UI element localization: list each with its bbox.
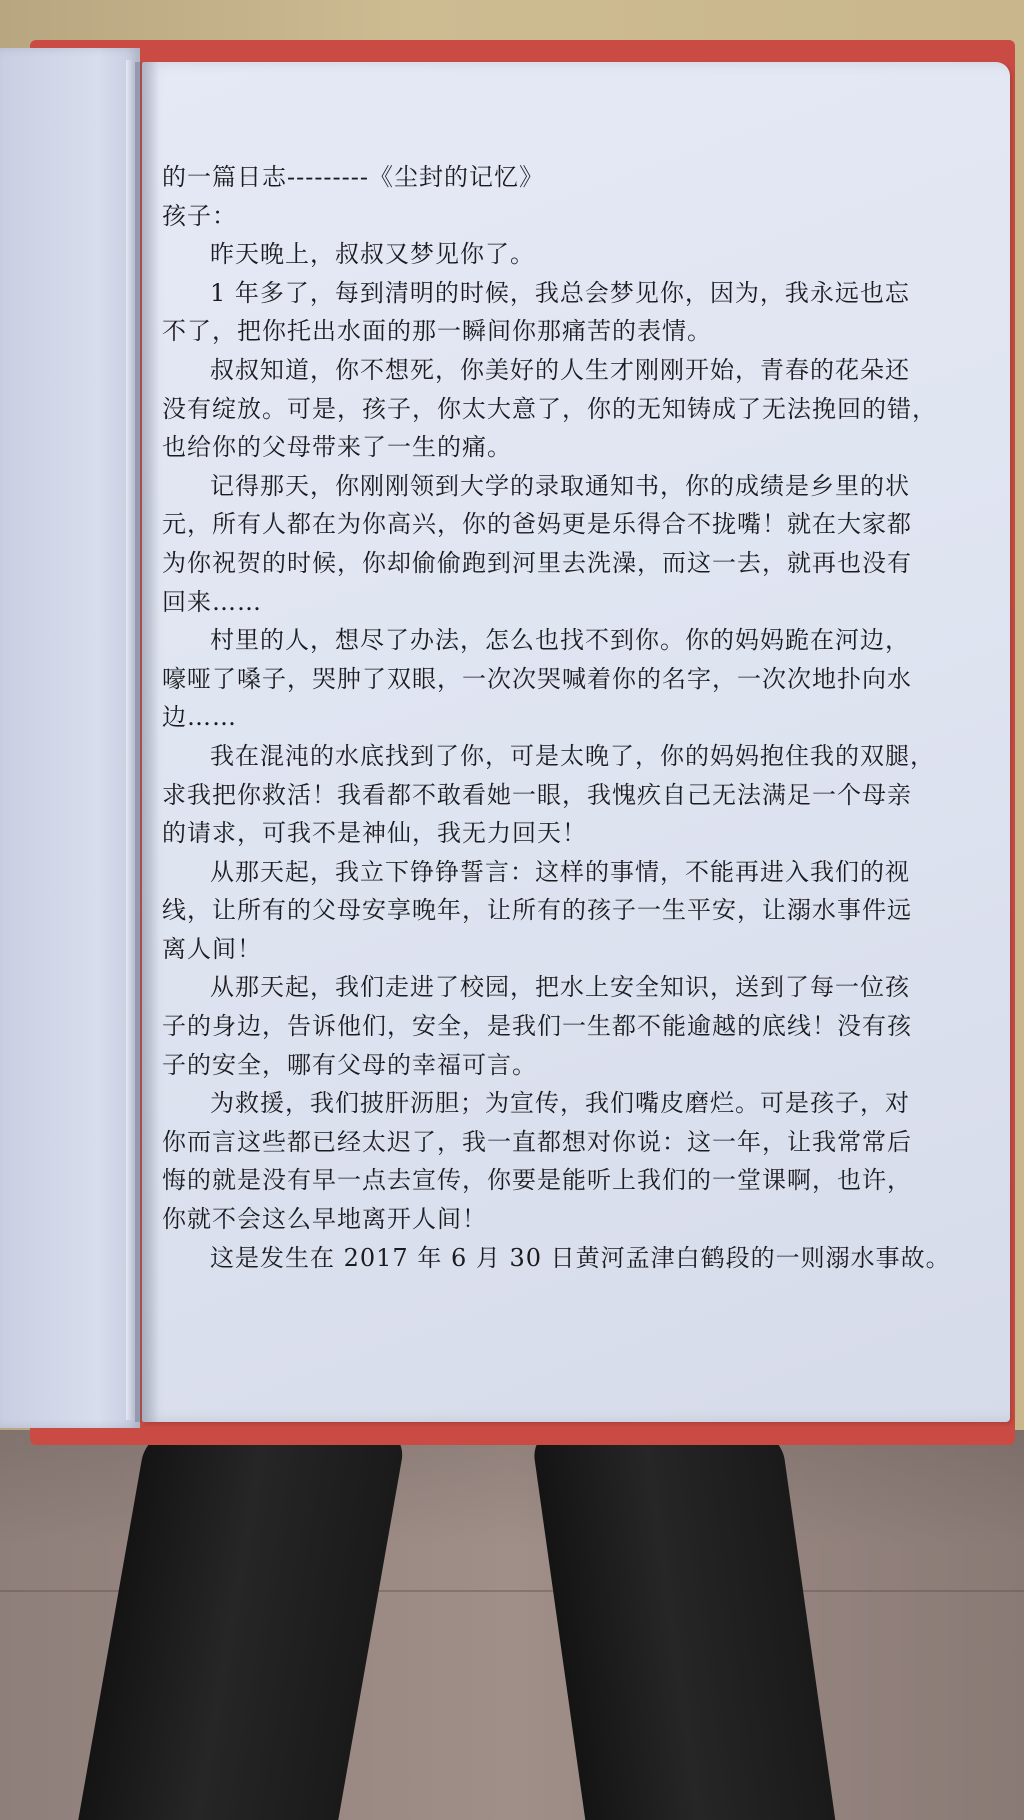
text-line: 也给你的父母带来了一生的痛。 — [162, 433, 512, 462]
text-line: 求我把你救活！我看都不敢看她一眼，我愧疚自己无法满足一个母亲 — [162, 780, 912, 809]
text-line-salutation: 孩子： — [162, 201, 237, 230]
text-line: 从那天起，我立下铮铮誓言：这样的事情，不能再进入我们的视 — [210, 857, 910, 886]
text-line: 村里的人，想尽了办法，怎么也找不到你。你的妈妈跪在河边， — [210, 626, 910, 655]
text-line: 为救援，我们披肝沥胆；为宣传，我们嘴皮磨烂。可是孩子，对 — [210, 1089, 910, 1118]
left-page — [0, 48, 140, 1428]
text-line: 元，所有人都在为你高兴，你的爸妈更是乐得合不拢嘴！就在大家都 — [162, 510, 912, 539]
text-line: 离人间！ — [162, 934, 262, 963]
text-line: 没有绽放。可是，孩子，你太大意了，你的无知铸成了无法挽回的错， — [162, 394, 937, 423]
page-gutter-shadow — [135, 62, 159, 1422]
text-line: 1 年多了，每到清明的时候，我总会梦见你，因为，我永远也忘 — [210, 278, 910, 307]
text-line: 线，让所有的父母安享晚年，让所有的孩子一生平安，让溺水事件远 — [162, 896, 912, 925]
text-line: 记得那天，你刚刚领到大学的录取通知书，你的成绩是乡里的状 — [210, 471, 910, 500]
text-line: 为你祝贺的时候，你却偷偷跑到河里去洗澡，而这一去，就再也没有 — [162, 548, 912, 577]
text-line: 昨天晚上，叔叔又梦见你了。 — [210, 240, 535, 269]
text-line-footer: 这是发生在 2017 年 6 月 30 日黄河孟津白鹤段的一则溺水事故。 — [210, 1243, 951, 1272]
text-line: 从那天起，我们走进了校园，把水上安全知识，送到了每一位孩 — [210, 973, 910, 1002]
text-line: 你就不会这么早地离开人间！ — [162, 1205, 487, 1234]
text-line: 的请求，可我不是神仙，我无力回天！ — [162, 819, 587, 848]
left-page-edge — [126, 60, 134, 1420]
text-line-title: 的一篇日志---------《尘封的记忆》 — [162, 163, 544, 191]
text-line: 边…… — [162, 703, 237, 732]
text-line: 回来…… — [162, 587, 262, 616]
text-line: 我在混沌的水底找到了你，可是太晚了，你的妈妈抱住我的双腿， — [210, 741, 935, 770]
text-line: 叔叔知道，你不想死，你美好的人生才刚刚开始，青春的花朵还 — [210, 355, 910, 384]
journal-text — [162, 158, 962, 1277]
text-line: 你而言这些都已经太迟了，我一直都想对你说：这一年，让我常常后 — [162, 1127, 912, 1156]
text-line: 悔的就是没有早一点去宣传，你要是能听上我们的一堂课啊，也许， — [162, 1166, 912, 1195]
text-line: 不了，把你托出水面的那一瞬间你那痛苦的表情。 — [162, 317, 712, 346]
text-line: 子的身边，告诉他们，安全，是我们一生都不能逾越的底线！没有孩 — [162, 1012, 912, 1041]
text-line: 嚎哑了嗓子，哭肿了双眼，一次次哭喊着你的名字，一次次地扑向水 — [162, 664, 912, 693]
text-line: 子的安全，哪有父母的幸福可言。 — [162, 1050, 537, 1079]
